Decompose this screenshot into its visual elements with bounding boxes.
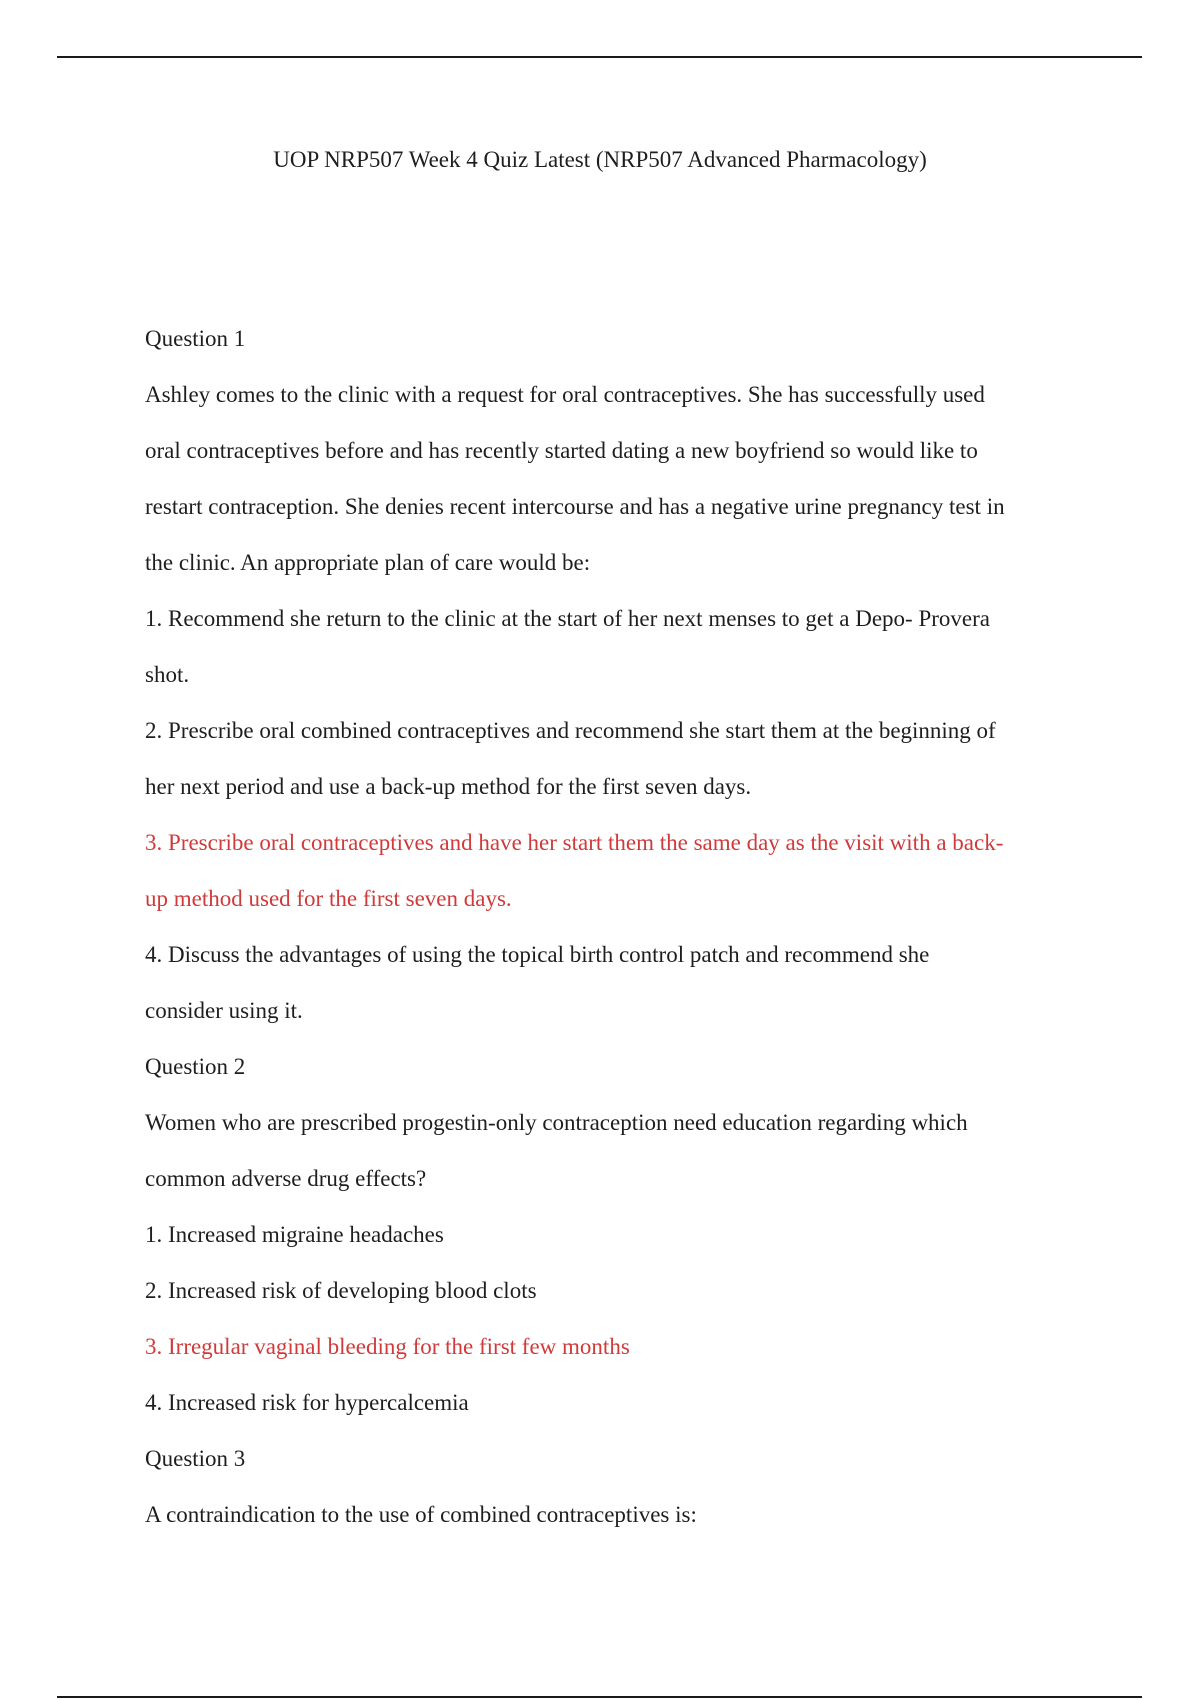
question-3-text: A contraindication to the use of combined contraceptives is: <box>145 1502 697 1527</box>
question-2-option-4: 4. Increased risk for hypercalcemia <box>145 1390 469 1415</box>
question-1-option-3-correct: 3. Prescribe oral contraceptives and have her start them the same day as the visit with a back- up method used for the first seven days. <box>145 830 1004 911</box>
question-2-option-2: 2. Increased risk of developing blood clots <box>145 1278 537 1303</box>
question-1-text: Ashley comes to the clinic with a request for oral contraceptives. She has successfully used oral contraceptives before and has recently started dating a new boyfriend so would like to restart contraception. She denies recent intercourse and has a negative urine pregnancy test in the clinic. An appropriate plan of care would be: <box>145 382 1005 575</box>
bottom-rule <box>57 1696 1142 1698</box>
question-2-option-3-correct: 3. Irregular vaginal bleeding for the first few months <box>145 1334 630 1359</box>
question-2-label: Question 2 <box>145 1054 246 1079</box>
question-1-option-1: 1. Recommend she return to the clinic at the start of her next menses to get a Depo- Provera shot. <box>145 606 990 687</box>
top-rule <box>57 56 1142 58</box>
question-3-label: Question 3 <box>145 1446 246 1471</box>
question-1-option-2: 2. Prescribe oral combined contraceptives and recommend she start them at the beginning of her next period and use a back-up method for the first seven days. <box>145 718 996 799</box>
question-1-option-4: 4. Discuss the advantages of using the topical birth control patch and recommend she consider using it. <box>145 942 930 1023</box>
question-2-option-1: 1. Increased migraine headaches <box>145 1222 444 1247</box>
question-1-label: Question 1 <box>145 326 246 351</box>
question-2-text: Women who are prescribed progestin-only contraception need education regarding which common adverse drug effects? <box>145 1110 968 1191</box>
quiz-content <box>145 311 1075 1543</box>
document-title: UOP NRP507 Week 4 Quiz Latest (NRP507 Advanced Pharmacology) <box>273 147 927 172</box>
